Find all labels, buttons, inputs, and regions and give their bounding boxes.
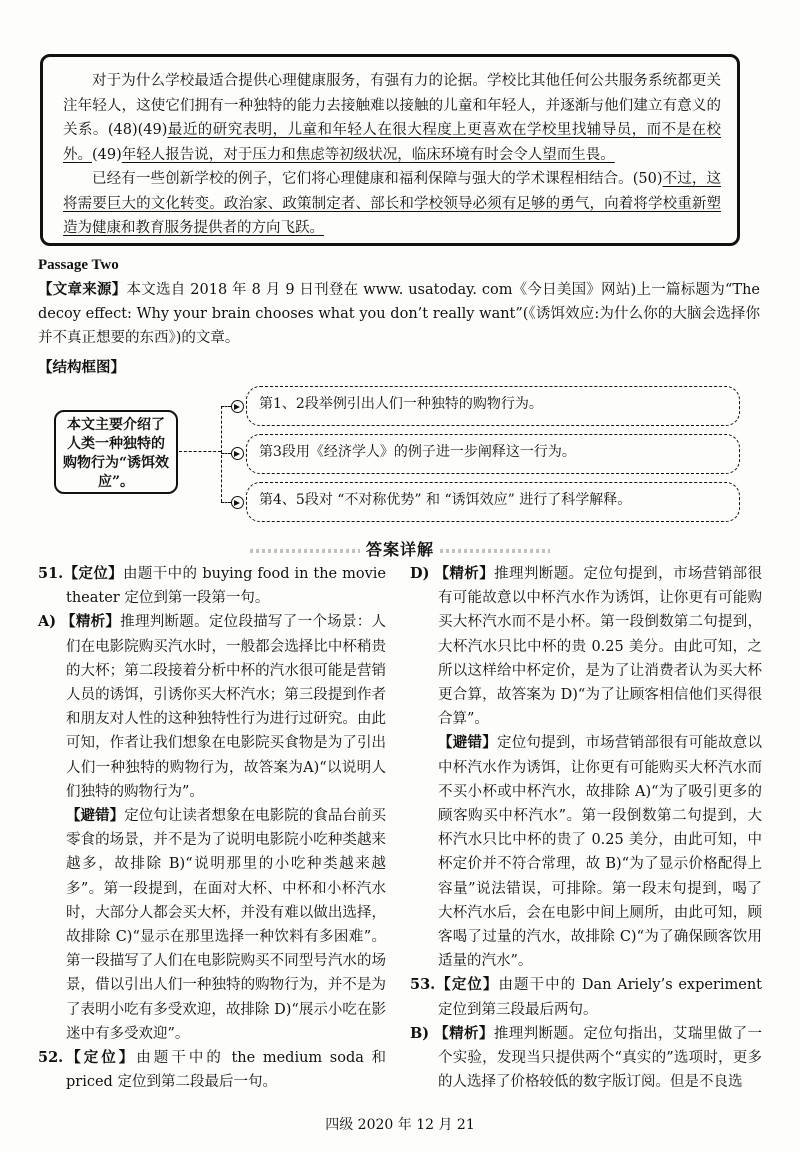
connector-line	[179, 451, 221, 452]
connector-line	[221, 406, 222, 502]
underlined-sentence-48-49: 最近的研究表明，儿童和年轻人在很大程度上更喜欢在学校里找辅导员，而不是在校外。	[63, 122, 722, 163]
arrow-icon	[231, 400, 244, 413]
connector-line	[221, 453, 231, 454]
answers-left-column	[38, 562, 386, 1094]
answer-entry: D) 【精析】推理判断题。定位句提到，市场营销部很有可能故意以中杯汽水作为诱饵，让你更有可能购买大杯汽水而不是小杯。第一段倒数第二句提到，大杯汽水只比中杯的贵 0.25 美分。由此可知，之所以这样给中杯定价，是为了让消费者认为买大杯更合算，故答案为 D)“为了让顾客相信他们买得很合算”。	[410, 565, 763, 728]
structure-heading: 【结构框图】	[38, 359, 125, 376]
arrow-icon	[231, 447, 244, 460]
answer-entry: B) 【精析】推理判断题。定位句指出，艾瑞里做了一个实验，发现当只提供两个“真实的”选项时，更多的人选择了价格较低的数字版订阅。但是不良选	[410, 1024, 763, 1091]
underlined-sentence-49: 年轻人报告说，对于压力和焦虑等初级状况，临床环境有时会令人望而生畏。	[121, 146, 615, 163]
structure-item-1: 第1、2段举例引出人们一种独特的购物行为。	[246, 386, 740, 426]
passage-title: Passage Two	[38, 257, 119, 273]
answers-section-title: 答案详解	[0, 537, 800, 560]
box-paragraph-1: 对于为什么学校最适合提供心理健康服务，有强有力的论据。学校比其他任何公共服务系统都更关注年轻人，这使它们拥有一种独特的能力去接触难以接触的儿童和年轻人，并逐渐与他们建立有意义的关系。(48)(49)最近的研究表明，儿童和年轻人在很大程度上更喜欢在学校里找辅导员，而不是在校外。(49)年轻人报告说，对于压力和焦虑等初级状况，临床环境有时会令人望而生畏。	[63, 73, 722, 163]
structure-main-box: 本文主要介绍了人类一种独特的购物行为“诱饵效应”。	[54, 410, 178, 494]
structure-item-2: 第3段用《经济学人》的例子进一步阐释这一行为。	[246, 434, 740, 474]
decorative-line	[440, 549, 550, 553]
answer-entry: 51.【定位】由题干中的 buying food in the movie theater 定位到第一段第一句。	[38, 565, 386, 607]
underlined-sentence-50: 不过，这将需要巨大的文化转变。政治家、政策制定者、部长和学校领导必须有足够的勇气，向着将学校重新塑造为健康和教育服务提供者的方向飞跃。	[63, 171, 722, 236]
connector-line	[221, 502, 231, 503]
answer-entry: 53.【定位】由题干中的 Dan Ariely’s experiment 定位到第三段最后两句。	[410, 976, 763, 1018]
answer-entry: 【避错】定位句提到，市场营销部很有可能故意以中杯汽水作为诱饵，让你更有可能购买大杯汽水而不买小杯或中杯汽水，故排除 A)“为了吸引更多的顾客购买中杯汽水”。第一段倒数第二句提到，大杯汽水只比中杯的贵了 0.25 美分，由此可知，中杯定价并不符合常理，故 B)“为了显示价格配得上容量”说法错误，可排除。第一段末句提到，喝了大杯汽水后，会在电影中间上厕所，由此可知，顾客喝了过量的汽水，故排除 C)“为了确保顾客饮用适量的汽水”。	[438, 734, 762, 970]
translation-box	[40, 54, 740, 246]
answer-entry: 52.【定位】由题干中的 the medium soda 和 priced 定位到第二段最后一句。	[38, 1049, 387, 1091]
box-paragraph-2: 已经有一些创新学校的例子，它们将心理健康和福利保障与强大的学术课程相结合。(50)不过，这将需要巨大的文化转变。政治家、政策制定者、部长和学校领导必须有足够的勇气，向着将学校重新塑造为健康和教育服务提供者的方向飞跃。	[63, 171, 722, 236]
structure-item-3: 第4、5段对 “不对称优势” 和 “诱饵效应” 进行了科学解释。	[246, 482, 740, 522]
decorative-line	[250, 549, 360, 553]
article-source: 【文章来源】本文选自 2018 年 8 月 9 日刊登在 www. usatoday. com《今日美国》网站)上一篇标题为“The decoy effect: Why your brain chooses what you don’t really want”(《诱饵效应:为什么你的大脑会选择你并不真正想要的东西》)的文章。	[38, 281, 761, 346]
answer-entry: A) 【精析】推理判断题。定位段描写了一个场景：人们在电影院购买汽水时，一般都会选择比中杯稍贵的大杯；第二段接着分析中杯的汽水很可能是营销人员的诱饵，引诱你买大杯汽水；第三段提到作者和朋友对人性的这种独特性行为进行过研究。由此可知，作者让我们想象在电影院买食物是为了引出人们一种独特的购物行为，故答案为A)“以说明人们独特的购物行为”。	[38, 613, 387, 800]
page-footer: 四级 2020 年 12 月 21	[325, 1117, 475, 1133]
arrow-icon	[231, 496, 244, 509]
answers-right-column	[410, 562, 762, 1094]
connector-line	[221, 406, 231, 407]
answer-entry: 【避错】定位句让读者想象在电影院的食品台前买零食的场景，并不是为了说明电影院小吃种类越来越多，故排除 B)“说明那里的小吃种类越来越多”。第一段提到，在面对大杯、中杯和小杯汽水时，大部分人都会买大杯，并没有难以做出选择，故排除 C)“显示在那里选择一种饮料有多困难”。第一段描写了人们在电影院购买不同型号汽水的场景，借以引出人们一种独特的购物行为，并不是为了表明小吃有多受欢迎，故排除 D)“展示小吃在影迷中有多受欢迎”。	[66, 807, 387, 1042]
